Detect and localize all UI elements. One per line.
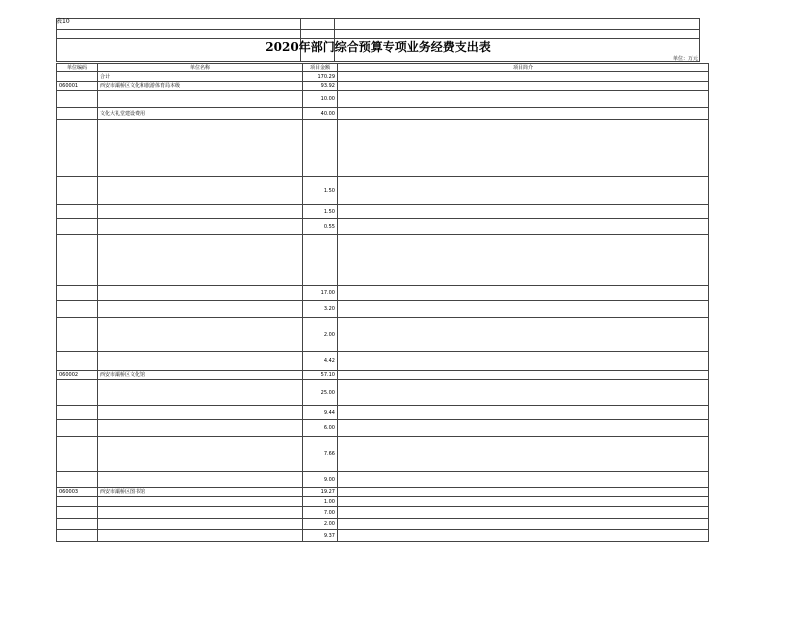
table-row [57,380,709,406]
cell-amount: 0.55 [303,219,338,235]
cell-name: 合计 [98,72,303,82]
cell-desc [338,488,709,497]
cell-amount: 1.50 [303,205,338,219]
table-row [57,519,709,530]
header-code: 单位编码 [57,64,98,72]
cell-amount: 17.00 [303,286,338,301]
cell-name [98,177,303,205]
cell-amount: 57.10 [303,371,338,380]
cell-desc [338,406,709,420]
page-title: 2020年部门综合预算专项业务经费支出表 [265,40,491,54]
table-row [57,82,709,91]
cell-name [98,380,303,406]
cell-amount: 9.44 [303,406,338,420]
cell-desc [338,507,709,519]
cell-desc [338,286,709,301]
cell-name [98,497,303,507]
cell-name [98,406,303,420]
cell-name [98,507,303,519]
cell-name [98,235,303,286]
table-row [57,488,709,497]
unit-label: 单位：万元 [672,56,698,62]
spreadsheet-sheet [56,18,700,592]
cell-desc [338,437,709,472]
cell-name: 文化大礼堂建设费用 [98,108,303,120]
grid-line [57,29,699,30]
cell-code [57,530,98,542]
table-header-row [57,64,709,72]
cell-name [98,352,303,371]
cell-code [57,205,98,219]
cell-code [57,108,98,120]
cell-code [57,301,98,318]
budget-table [56,63,709,542]
cell-code: 060002 [57,371,98,380]
header-desc: 项目简介 [338,64,709,72]
table-row [57,318,709,352]
cell-name [98,318,303,352]
header-amount: 项目金额 [303,64,338,72]
cell-name: 西安市灞桥区文化馆 [98,371,303,380]
cell-amount: 19.27 [303,488,338,497]
cell-name [98,437,303,472]
table-row [57,219,709,235]
cell-code: 060001 [57,82,98,91]
table-row [57,177,709,205]
cell-desc [338,82,709,91]
cell-amount: 2.00 [303,519,338,530]
cell-amount: 7.66 [303,437,338,472]
cell-name [98,205,303,219]
cell-name [98,120,303,177]
cell-amount: 6.00 [303,420,338,437]
cell-name [98,301,303,318]
cell-name [98,472,303,488]
cell-amount: 9.37 [303,530,338,542]
cell-code [57,497,98,507]
cell-name [98,286,303,301]
cell-desc [338,120,709,177]
cell-amount: 25.00 [303,380,338,406]
cell-desc [338,205,709,219]
cell-desc [338,72,709,82]
table-row [57,406,709,420]
cell-desc [338,301,709,318]
table-row [57,371,709,380]
cell-code [57,286,98,301]
header-name: 单位名称 [98,64,303,72]
table-row [57,352,709,371]
table-row [57,472,709,488]
cell-amount: 7.00 [303,507,338,519]
cell-desc [338,530,709,542]
table-row [57,530,709,542]
cell-amount: 2.00 [303,318,338,352]
cell-amount: 40.00 [303,108,338,120]
cell-desc [338,108,709,120]
cell-name: 西安市灞桥区文化和旅游体育局本级 [98,82,303,91]
cell-code [57,420,98,437]
table-row [57,497,709,507]
cell-code [57,472,98,488]
table-row [57,507,709,519]
cell-code [57,318,98,352]
cell-code [57,406,98,420]
cell-desc [338,219,709,235]
cell-desc [338,472,709,488]
sheet-tag: 表10 [56,18,70,25]
cell-code [57,235,98,286]
table-row [57,120,709,177]
cell-amount: 1.00 [303,497,338,507]
cell-name [98,530,303,542]
cell-amount: 1.50 [303,177,338,205]
cell-desc [338,497,709,507]
table-row [57,301,709,318]
cell-name [98,420,303,437]
cell-code [57,91,98,108]
cell-amount [303,120,338,177]
cell-desc [338,519,709,530]
cell-amount: 170.29 [303,72,338,82]
cell-code: 060003 [57,488,98,497]
cell-desc [338,371,709,380]
cell-code [57,507,98,519]
cell-amount: 9.00 [303,472,338,488]
cell-name [98,519,303,530]
cell-code [57,177,98,205]
cell-desc [338,352,709,371]
cell-code [57,219,98,235]
cell-desc [338,318,709,352]
table-row [57,72,709,82]
cell-desc [338,420,709,437]
table-row [57,420,709,437]
cell-desc [338,235,709,286]
cell-desc [338,380,709,406]
table-row [57,235,709,286]
cell-code [57,352,98,371]
cell-code [57,72,98,82]
cell-amount: 3.20 [303,301,338,318]
cell-desc [338,177,709,205]
cell-name [98,219,303,235]
table-row [57,286,709,301]
cell-name: 西安市灞桥区图书馆 [98,488,303,497]
table-row [57,205,709,219]
cell-name [98,91,303,108]
cell-desc [338,91,709,108]
cell-code [57,437,98,472]
cell-code [57,380,98,406]
cell-amount: 10.00 [303,91,338,108]
table-row [57,108,709,120]
table-row [57,91,709,108]
cell-amount: 4.42 [303,352,338,371]
table-row [57,437,709,472]
cell-amount: 93.92 [303,82,338,91]
cell-code [57,120,98,177]
cell-amount [303,235,338,286]
cell-code [57,519,98,530]
